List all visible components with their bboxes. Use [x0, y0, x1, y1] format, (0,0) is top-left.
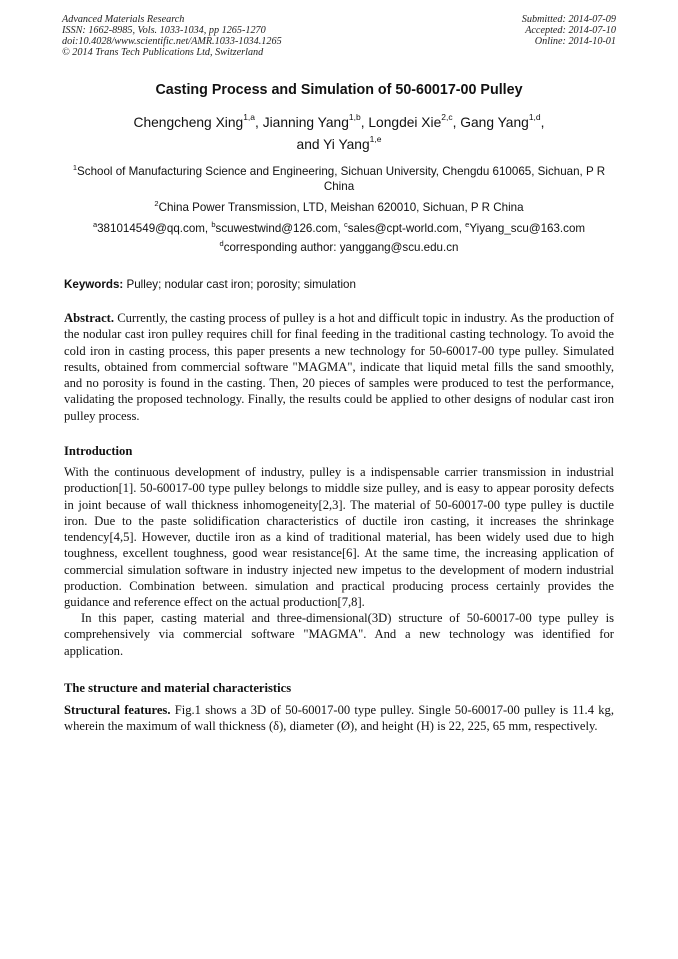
abstract-text: Currently, the casting process of pulley is a hot and difficult topic in industry. As the production of the nodular cast iron pulley requires chill for final feeding in the traditional casting technology. To avoid the cold iron in casting process, this paper presents a new technology for 50-60017-00 type pulley. Simulated results, obtained from commercial software "MAGMA", indicate that liquid metal fills the sand smoothly, and no porosity is found in the casting. Then, 20 pieces of samples were produced to test the performance, validating the proposed technology. Finally, the results could be applied to other designs of nodular cast iron pulley process.: [64, 311, 614, 423]
author-separator: ,: [540, 115, 545, 130]
email-marker: e: [465, 220, 470, 229]
keywords: [64, 278, 614, 291]
author-affil-marker: 1,a: [243, 112, 256, 122]
affiliation-marker: 2: [154, 199, 159, 208]
email-marker: c: [343, 220, 348, 229]
email-address: Yiyang_scu@163.com: [469, 222, 586, 235]
corresponding-author: [64, 240, 614, 255]
section-heading-introduction: Introduction: [64, 444, 133, 458]
author-affil-marker: 2,c: [441, 112, 453, 122]
email-marker: d: [219, 239, 224, 248]
author-separator: ,: [452, 115, 461, 130]
email-list: [64, 221, 614, 236]
email-address: 381014549@qq.com,: [97, 222, 212, 235]
author-list: [64, 112, 614, 156]
author-name: Jianning Yang: [262, 115, 349, 130]
corresponding-author-text: corresponding author: yanggang@scu.edu.cn: [223, 241, 459, 254]
affiliation-marker: 1: [72, 163, 78, 172]
affiliation-1: [64, 164, 614, 194]
submission-dates: [522, 14, 616, 47]
paper-title: Casting Process and Simulation of 50-60017-00 Pulley: [155, 82, 523, 98]
structure-paragraph: [64, 702, 614, 735]
submitted-date: Submitted: 2014-07-09: [521, 14, 616, 25]
author-name: and Yi Yang: [296, 137, 370, 152]
structure-label: Structural features.: [64, 703, 171, 717]
email-address: sales@cpt-world.com,: [347, 222, 466, 235]
journal-info: [62, 14, 282, 58]
doi-line: doi:10.4028/www.scientific.net/AMR.1033-1034.1265: [62, 36, 282, 47]
author-affil-marker: 1,e: [369, 134, 382, 144]
keywords-text: Pulley; nodular cast iron; porosity; simulation: [123, 278, 356, 291]
author-separator: ,: [360, 115, 369, 130]
author-separator: ,: [255, 115, 263, 130]
issn-line: ISSN: 1662-8985, Vols. 1033-1034, pp 1265-1270: [62, 25, 266, 36]
keywords-label: Keywords:: [64, 278, 124, 291]
affiliation-2: [64, 200, 614, 215]
introduction-paragraph: In this paper, casting material and three-dimensional(3D) structure of 50-60017-00 type pulley is comprehensively via commercial software "MAGMA". And a new technology was identified for application.: [64, 611, 614, 658]
accepted-date: Accepted: 2014-07-10: [525, 25, 616, 36]
author-affil-marker: 1,b: [348, 112, 361, 122]
author-name: Gang Yang: [460, 115, 529, 130]
abstract-label: Abstract.: [64, 311, 115, 325]
abstract: [64, 310, 614, 424]
journal-name: Advanced Materials Research: [62, 14, 185, 25]
email-marker: a: [92, 220, 98, 229]
copyright-line: © 2014 Trans Tech Publications Ltd, Switzerland: [62, 47, 264, 58]
affiliation-text: China Power Transmission, LTD, Meishan 620010, Sichuan, P R China: [158, 201, 524, 214]
author-name: Chengcheng Xing: [133, 115, 244, 130]
structure-text: Fig.1 shows a 3D of 50-60017-00 type pulley. Single 50-60017-00 pulley is 11.4 kg, wherein the maximum of wall thickness (δ), diameter (Ø), and height (H) is 22, 225, 65 mm, respectively.: [64, 703, 614, 734]
online-date: Online: 2014-10-01: [534, 36, 616, 47]
email-address: scuwestwind@126.com,: [215, 222, 344, 235]
author-name: Longdei Xie: [368, 115, 442, 130]
introduction-paragraph: With the continuous development of industry, pulley is a indispensable carrier transmission in industrial production[1]. 50-60017-00 type pulley belongs to middle size pulley, and is easy to appear porosity defects in joint because of wall thickness inhomogeneity[2,3]. The material of 50-60017-00 type pulley is ductile iron. Due to the paste solidification characteristics of ductile iron casting, it increases the shrinkage tendency[4,5]. However, ductile iron as a kind of traditional material, has been widely used due to high toughness, excellent toughness, good wear resistance[6]. At the same time, the increasing application of commercial simulation software in industry injected new impetus to the development of modern industrial production. Combination between. simulation and practical producing process certainly provides the guidance and reference effect on the actual production[7,8].: [64, 465, 614, 610]
email-marker: b: [211, 220, 216, 229]
author-affil-marker: 1,d: [528, 112, 541, 122]
affiliation-text: School of Manufacturing Science and Engineering, Sichuan University, Chengdu 610065, Sichuan, P R China: [77, 165, 606, 193]
section-heading-structure: The structure and material characteristics: [64, 681, 292, 695]
